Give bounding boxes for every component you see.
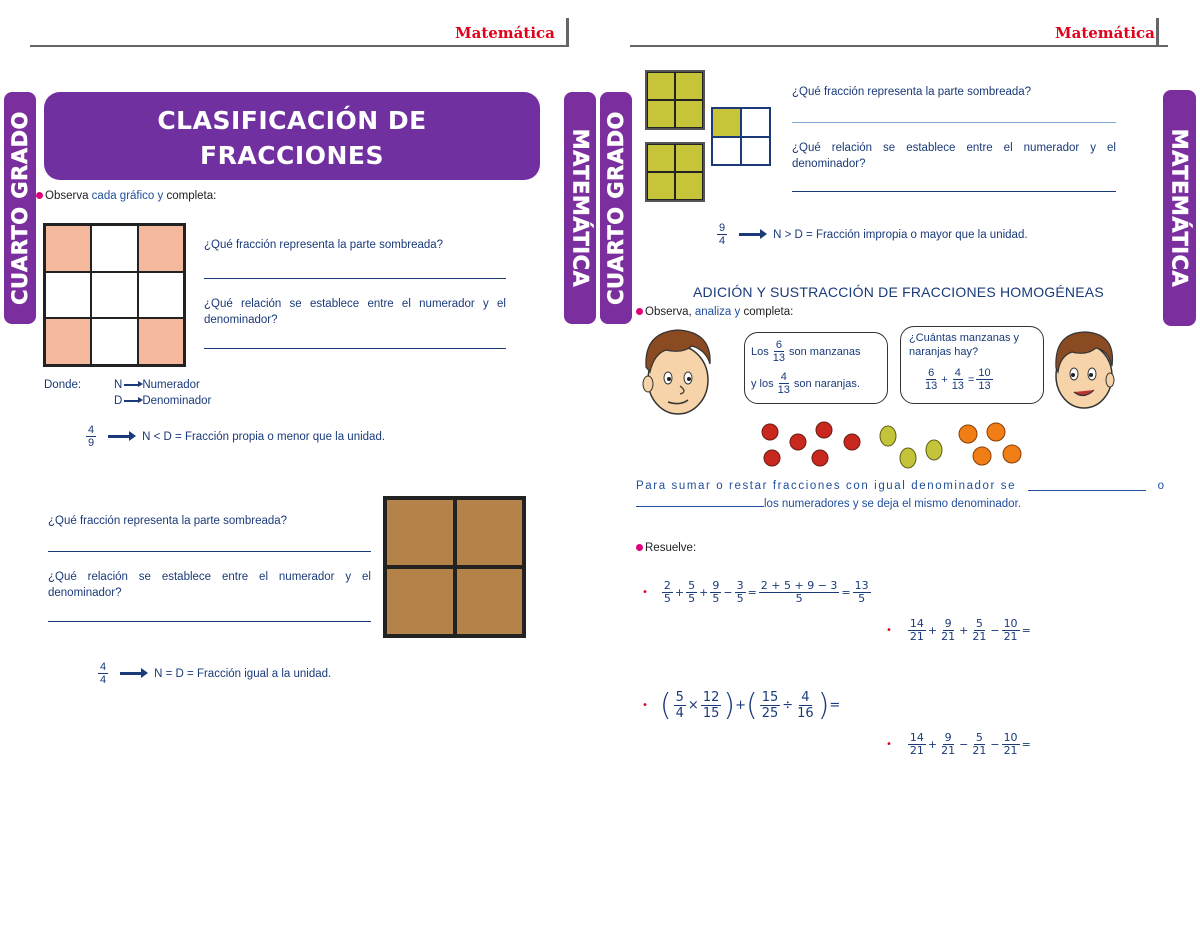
numerator: 10 <box>978 367 991 379</box>
resuelve-label <box>636 542 696 554</box>
denominator: 4 <box>100 674 107 686</box>
question-shaded-2: ¿Qué fracción representa la parte sombreada? <box>48 515 288 527</box>
question-relation-3: ¿Qué relación se establece entre el numerador y el denominador? <box>792 142 1116 170</box>
numerator: 6 <box>775 339 782 351</box>
denominator: 21 <box>941 630 956 643</box>
grid-cell-shaded <box>647 100 675 128</box>
bullet-icon: • <box>642 700 648 711</box>
bubble-text: y los <box>751 377 774 390</box>
grid-cell-shaded <box>712 108 741 137</box>
fraction-4-9 <box>86 424 96 449</box>
grid-cell <box>712 137 741 166</box>
instruction-word: Observa <box>45 190 89 202</box>
fraction <box>771 339 787 364</box>
close-paren: ) <box>723 687 736 723</box>
instruction-word: completa: <box>743 306 794 318</box>
bullet-icon: • <box>886 739 892 750</box>
tab-matematica-left-label: MATEMÁTICA <box>568 128 593 288</box>
fraction <box>760 690 781 721</box>
answer-blank <box>636 494 764 507</box>
bullet-icon: • <box>642 587 648 598</box>
rule-text: Para sumar o restar fracciones con igual denominador se <box>636 480 1017 492</box>
denominator: 13 <box>951 380 964 392</box>
boy-face-left-icon <box>636 322 718 418</box>
denominator: 21 <box>972 630 987 643</box>
numerator: 10 <box>1003 731 1018 744</box>
numerator: 4 <box>88 424 95 436</box>
exercise-4: • $\frac{14}{21}$ + $\frac{9}{21}$ − $\frac{5}{21}$ − $\frac{10}{21}$ = <box>886 731 1031 757</box>
denominator: 16 <box>797 706 814 721</box>
tab-cuarto-grado-right-label: CUARTO GRADO <box>604 111 629 305</box>
denominator: 13 <box>925 380 938 392</box>
numerator: 12 <box>702 690 720 705</box>
fraction <box>970 732 988 757</box>
exercise-1: • $\frac{2}{5}$ + $\frac{5}{5}$ + $\frac{9}{5}$ − $\frac{3}{5}$ = $\frac{2 + 5 + 9 - 3}{5}$ = $\frac{13}{5}$ <box>642 579 869 605</box>
header-rule-right <box>630 45 1168 47</box>
numerator: 5 <box>975 617 983 630</box>
numerator: 4 <box>801 690 810 705</box>
tab-matematica-right <box>1163 90 1196 326</box>
grid-cell <box>45 272 91 319</box>
example-proper <box>84 424 385 449</box>
rule-paragraph <box>636 478 1164 512</box>
example-unit <box>96 661 331 686</box>
resuelve-text: Resuelve: <box>645 542 697 554</box>
bullet-icon: • <box>886 625 892 636</box>
denominator: 5 <box>712 592 720 605</box>
boy-face-right-icon <box>1050 326 1118 412</box>
fraction <box>908 618 926 643</box>
denominator: 9 <box>88 437 95 449</box>
grid-cell-shaded <box>385 498 455 567</box>
numerator: 14 <box>909 617 924 630</box>
grid-cell-shaded <box>647 72 675 100</box>
numerator: 5 <box>688 579 696 592</box>
fraction <box>795 690 816 721</box>
grid-cell <box>138 272 184 319</box>
grid-cell <box>741 108 770 137</box>
open-paren: ( <box>659 687 672 723</box>
denominator: 4 <box>675 706 684 721</box>
title-line-1: CLASIFICACIÓN DE <box>157 106 427 135</box>
denominator: 5 <box>736 592 744 605</box>
instruction-word: completa: <box>166 190 217 202</box>
section-title: ADICIÓN Y SUSTRACCIÓN DE FRACCIONES HOMOGÉNEAS <box>693 284 1104 300</box>
fraction <box>853 580 871 605</box>
grid-cell-shaded <box>385 567 455 636</box>
answer-line <box>48 621 371 622</box>
example-improper <box>715 222 1028 247</box>
fraction-grid-3x3 <box>43 223 186 367</box>
rule-text: los numeradores y se deja el mismo denominador. <box>764 498 1021 510</box>
grid-cell <box>91 272 137 319</box>
question-shaded-1: ¿Qué fracción representa la parte sombreada? <box>204 239 444 251</box>
yellow-grid-top <box>645 70 705 130</box>
rule-text: o <box>1157 480 1164 492</box>
denominator: 21 <box>909 630 924 643</box>
example-unit-text: N = D = Fracción igual a la unidad. <box>154 667 332 680</box>
numerator: 2 + 5 + 9 − 3 <box>760 579 838 592</box>
title-line-2: FRACCIONES <box>200 141 384 170</box>
example-improper-text: N > D = Fracción impropia o mayor que la unidad. <box>773 228 1028 241</box>
grid-cell-shaded <box>647 144 675 172</box>
numerator: 6 <box>928 367 935 379</box>
fraction-9-4 <box>717 222 727 247</box>
header-title-left: Matemática <box>455 24 555 42</box>
denominator: 5 <box>688 592 696 605</box>
yellow-grid-quarter <box>711 107 771 166</box>
grid-cell-shaded <box>138 225 184 272</box>
grid-cell-shaded <box>675 172 703 200</box>
open-paren: ( <box>745 687 758 723</box>
fraction <box>710 580 721 605</box>
numerator: 9 <box>944 617 952 630</box>
bubble-text: Los <box>751 345 769 358</box>
arrow-right-icon <box>124 384 140 386</box>
bubble-question: ¿Cuántas manzanas y naranjas hay? <box>909 332 1020 358</box>
numerator: 9 <box>944 731 952 744</box>
fraction <box>662 580 673 605</box>
answer-line <box>792 191 1116 192</box>
fraction <box>776 371 792 396</box>
denominator: 13 <box>978 380 991 392</box>
bullet-dot-icon <box>636 544 643 551</box>
numerator: 3 <box>736 579 744 592</box>
grid-cell-shaded <box>455 567 525 636</box>
fraction <box>908 732 926 757</box>
denominator: 5 <box>858 592 866 605</box>
tab-cuarto-grado-left <box>4 92 36 324</box>
donde-d: D <box>114 395 123 407</box>
fruits-illustration-icon <box>756 418 1030 474</box>
donde-block <box>44 377 284 409</box>
numerator: 10 <box>1003 617 1018 630</box>
header-tick-left <box>566 18 569 47</box>
instruction-left <box>36 190 216 202</box>
grid-cell-shaded <box>675 100 703 128</box>
yellow-grid-bottom <box>645 142 705 202</box>
title-banner <box>44 92 540 180</box>
fraction-grid-2x2-brown <box>383 496 526 638</box>
fraction <box>686 580 697 605</box>
numerator: 15 <box>761 690 779 705</box>
numerator: 9 <box>719 222 726 234</box>
question-shaded-3: ¿Qué fracción representa la parte sombreada? <box>792 86 1032 98</box>
tab-cuarto-grado-right <box>600 92 632 324</box>
instruction-word: y <box>157 190 164 202</box>
speech-bubble-right: ¿Cuántas manzanas y naranjas hay? $\frac{6}{13}$ + $\frac{4}{13}$ = $\frac{10}{13}$ <box>900 326 1044 404</box>
tab-matematica-left <box>564 92 596 324</box>
denominator: 4 <box>719 235 726 247</box>
instruction-word: y <box>734 306 741 318</box>
fraction <box>1002 732 1020 757</box>
denominator: 13 <box>777 384 790 396</box>
numerator: 2 <box>663 579 671 592</box>
denominator: 5 <box>795 592 803 605</box>
header-title-right: Matemática <box>1055 24 1155 42</box>
fraction-4-4 <box>98 661 108 686</box>
numerator: 5 <box>975 731 983 744</box>
fraction <box>976 367 992 392</box>
fraction <box>735 580 746 605</box>
bubble-text: son manzanas <box>789 345 861 358</box>
example-proper-text: N < D = Fracción propia o menor que la unidad. <box>142 430 386 443</box>
bubble-text: son naranjas. <box>793 377 860 390</box>
grid-cell-shaded <box>45 318 91 365</box>
denominator: 5 <box>663 592 671 605</box>
grid-cell-shaded <box>647 172 675 200</box>
fraction <box>950 367 966 392</box>
answer-line <box>204 278 506 279</box>
instruction-word: cada gráfico <box>91 190 155 202</box>
fraction <box>939 618 957 643</box>
fraction <box>939 732 957 757</box>
speech-bubble-left <box>744 332 888 404</box>
denominator: 21 <box>1003 630 1018 643</box>
denominator: 21 <box>909 744 924 757</box>
arrow-right-icon <box>108 435 132 438</box>
grid-cell-shaded <box>45 225 91 272</box>
answer-line <box>204 348 506 349</box>
donde-d-desc: Denominador <box>142 395 212 407</box>
donde-n: N <box>114 379 123 391</box>
instruction-right <box>636 306 793 318</box>
tab-matematica-right-label: MATEMÁTICA <box>1167 128 1192 288</box>
exercise-3: • ( $\frac{5}{4}$ × $\frac{12}{15}$ ) + ( $\frac{15}{25}$ ÷ $\frac{4}{16}$ ) = <box>642 687 841 723</box>
close-paren: ) <box>817 687 830 723</box>
donde-label: Donde: <box>44 379 82 391</box>
denominator: 15 <box>702 706 720 721</box>
grid-cell <box>91 225 137 272</box>
answer-blank <box>1028 478 1146 491</box>
instruction-word: Observa, <box>645 306 692 318</box>
arrow-right-icon <box>739 233 763 236</box>
fraction <box>674 690 686 721</box>
numerator: 4 <box>100 661 107 673</box>
denominator: 13 <box>772 352 785 364</box>
donde-n-desc: Numerador <box>142 379 200 391</box>
fraction <box>1002 618 1020 643</box>
answer-line <box>792 122 1116 123</box>
numerator: 13 <box>854 579 869 592</box>
fraction <box>970 618 988 643</box>
exercise-2: • $\frac{14}{21}$ + $\frac{9}{21}$ + $\frac{5}{21}$ − $\frac{10}{21}$ = <box>886 617 1031 643</box>
grid-cell-shaded <box>675 72 703 100</box>
header-rule-left <box>30 45 568 47</box>
bullet-dot-icon <box>636 308 643 315</box>
numerator: 4 <box>780 371 787 383</box>
grid-cell-shaded <box>455 498 525 567</box>
header-tick-right <box>1156 18 1159 47</box>
answer-line <box>48 551 371 552</box>
arrow-right-icon <box>124 400 140 402</box>
grid-cell <box>91 318 137 365</box>
numerator: 4 <box>954 367 961 379</box>
arrow-right-icon <box>120 672 144 675</box>
numerator: 14 <box>909 731 924 744</box>
grid-cell-shaded <box>675 144 703 172</box>
denominator: 25 <box>761 706 779 721</box>
instruction-word: analiza <box>694 306 732 318</box>
tab-cuarto-grado-left-label: CUARTO GRADO <box>8 111 33 305</box>
fraction <box>759 580 840 605</box>
numerator: 9 <box>712 579 720 592</box>
grid-cell-shaded <box>138 318 184 365</box>
question-relation-1: ¿Qué relación se establece entre el numerador y el denominador? <box>204 298 506 326</box>
denominator: 21 <box>972 744 987 757</box>
numerator: 5 <box>675 690 684 705</box>
denominator: 21 <box>1003 744 1018 757</box>
question-relation-2: ¿Qué relación se establece entre el numerador y el denominador? <box>48 571 371 599</box>
fraction <box>923 367 939 392</box>
grid-cell <box>741 137 770 166</box>
denominator: 21 <box>941 744 956 757</box>
fraction <box>701 690 722 721</box>
bullet-dot-icon <box>36 192 43 199</box>
